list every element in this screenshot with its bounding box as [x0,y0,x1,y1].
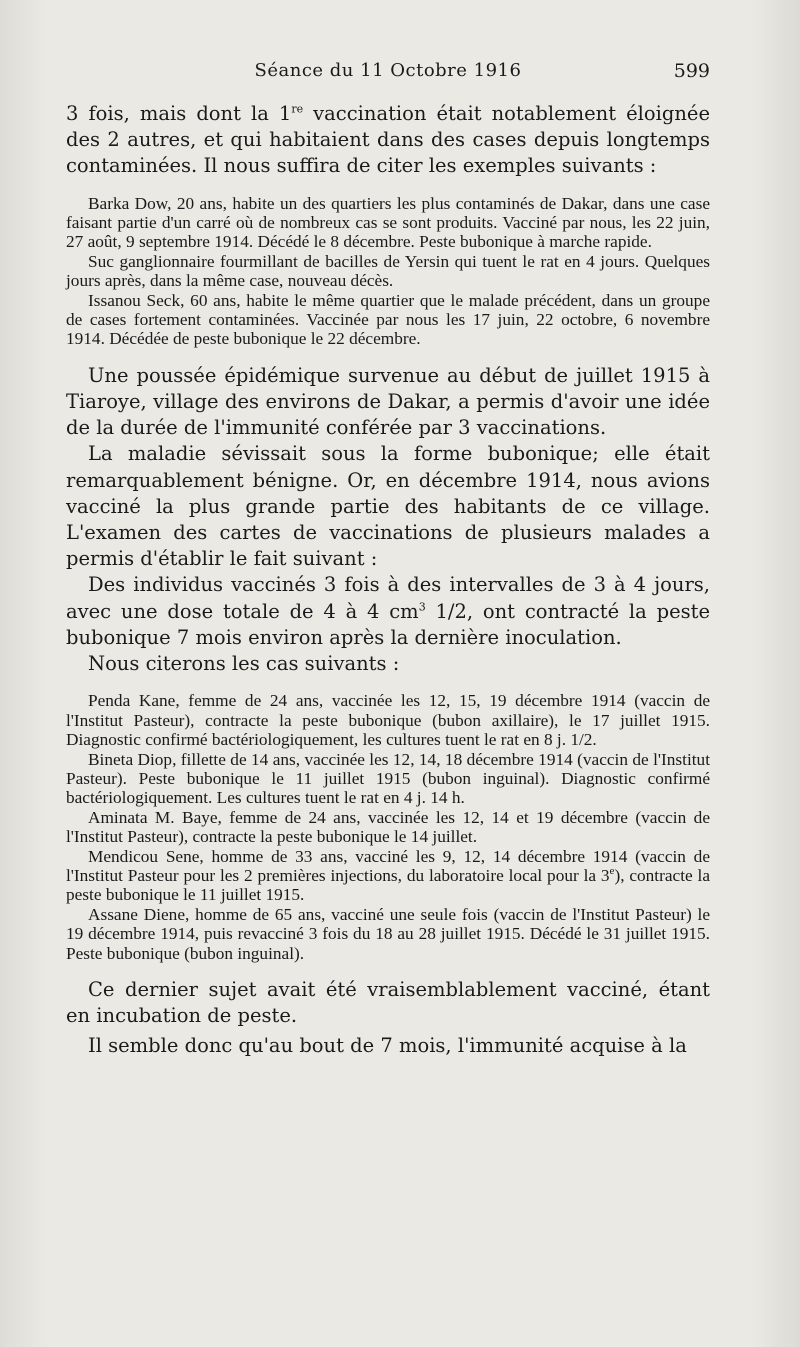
paragraph-dernier-sujet: Ce dernier sujet avait été vraisemblablement vacciné, étant en incubation de peste. [66,977,710,1028]
paragraph-conclusion: Il semble donc qu'au bout de 7 mois, l'immunité acquise à la [88,1034,687,1058]
paragraph-individus-text-a: Des individus vaccinés 3 fois à des intervalles de 3 à 4 jours, avec une dose totale de 4 à 4 cm [66,573,710,623]
paragraph-individus-superscript: 3 [418,600,426,614]
body-text [66,101,710,1060]
page-header [66,58,710,88]
paragraph-tiaroye: Une poussée épidémique survenue au début de juillet 1915 à Tiaroye, village des environs de Dakar, a permis d'avoir une idée de la durée de l'immunité conférée par 3 vaccinations. [66,363,710,440]
running-head: Séance du 11 Octobre 1916 [254,60,522,81]
case-mendicou-sene-text-b: ), contracte la peste bubonique le 11 juillet 1915. [66,865,710,905]
page-number: 599 [673,60,710,82]
paragraph-individus [66,572,710,651]
paragraph-intro [66,101,710,180]
paragraph-maladie: La maladie sévissait sous la forme bubonique; elle était remarquablement bénigne. Or, en décembre 1914, nous avions vacciné la plus grande partie des habitants de ce village. L'examen des cartes de vaccinations de plusieurs malades a permis d'établir le fait suivant : [66,442,710,571]
case-assane-diene: Assane Diene, homme de 65 ans, vacciné une seule fois (vaccin de l'Institut Pasteur) le 19 décembre 1914, puis revacciné 3 fois du 18 au 28 juillet 1915. Décédé le 31 juillet 1915. Peste bubonique (bubon inguinal). [66,904,710,963]
case-mendicou-sene-text-a: Mendicou Sene, homme de 33 ans, vacciné les 9, 12, 14 décembre 1914 (vaccin de l'Institut Pasteur pour les 2 premières injections, du laboratoire local pour la 3 [66,846,710,885]
case-bineta-diop: Bineta Diop, fillette de 14 ans, vaccinée les 12, 14, 18 décembre 1914 (vaccin de l'Institut Pasteur). Peste bubonique le 11 juillet 1915 (bubon inguinal). Diagnostic confirmé bactériologiquement. Les cultures tuent le rat en 4 j. 14 h. [66,749,710,808]
case-issanou-seck: Issanou Seck, 60 ans, habite le même quartier que le malade précédent, dans un groupe de cases fortement contaminées. Vaccinée par nous les 17 juin, 22 octobre, 6 novembre 1914. Décédée de peste bubonique le 22 décembre. [66,290,710,349]
case-barka-dow-culture: Suc ganglionnaire fourmillant de bacilles de Yersin qui tuent le rat en 4 jours. Quelques jours après, dans la même case, nouveau décès. [66,251,710,291]
paragraph-individus-text-b: 1/2, ont contracté la peste bubonique 7 mois environ après la dernière inoculation. [66,599,711,649]
case-mendicou-sene-superscript: e [609,865,615,878]
case-penda-kane: Penda Kane, femme de 24 ans, vaccinée les 12, 15, 19 décembre 1914 (vaccin de l'Institut Pasteur), contracte la peste bubonique (bubon axillaire), le 17 juillet 1915. Diagnostic confirmé bactériologiquement, les cultures tuent le rat en 8 j. 1/2. [66,691,710,750]
paragraph-cas-suivants: Nous citerons les cas suivants : [88,652,400,676]
paragraph-intro-text-a: 3 fois, mais dont la 1 [66,102,292,125]
case-aminata-baye: Aminata M. Baye, femme de 24 ans, vaccinée les 12, 14 et 19 décembre (vaccin de l'Institut Pasteur), contracte la peste bubonique le 14 juillet. [66,807,710,847]
paragraph-intro-text-b: vaccination était notablement éloignée des 2 autres, et qui habitaient dans des cases depuis longtemps contaminées. Il nous suffira de citer les exemples suivants : [66,102,710,178]
case-barka-dow: Barka Dow, 20 ans, habite un des quartiers les plus contaminés de Dakar, dans une case faisant partie d'un carré où de nombreux cas se sont produits. Vacciné par nous, les 22 juin, 27 août, 9 septembre 1914. Décédé le 8 décembre. Peste bubonique à marche rapide. [66,193,710,252]
case-mendicou-sene [66,847,710,905]
paragraph-intro-superscript: re [291,102,304,116]
